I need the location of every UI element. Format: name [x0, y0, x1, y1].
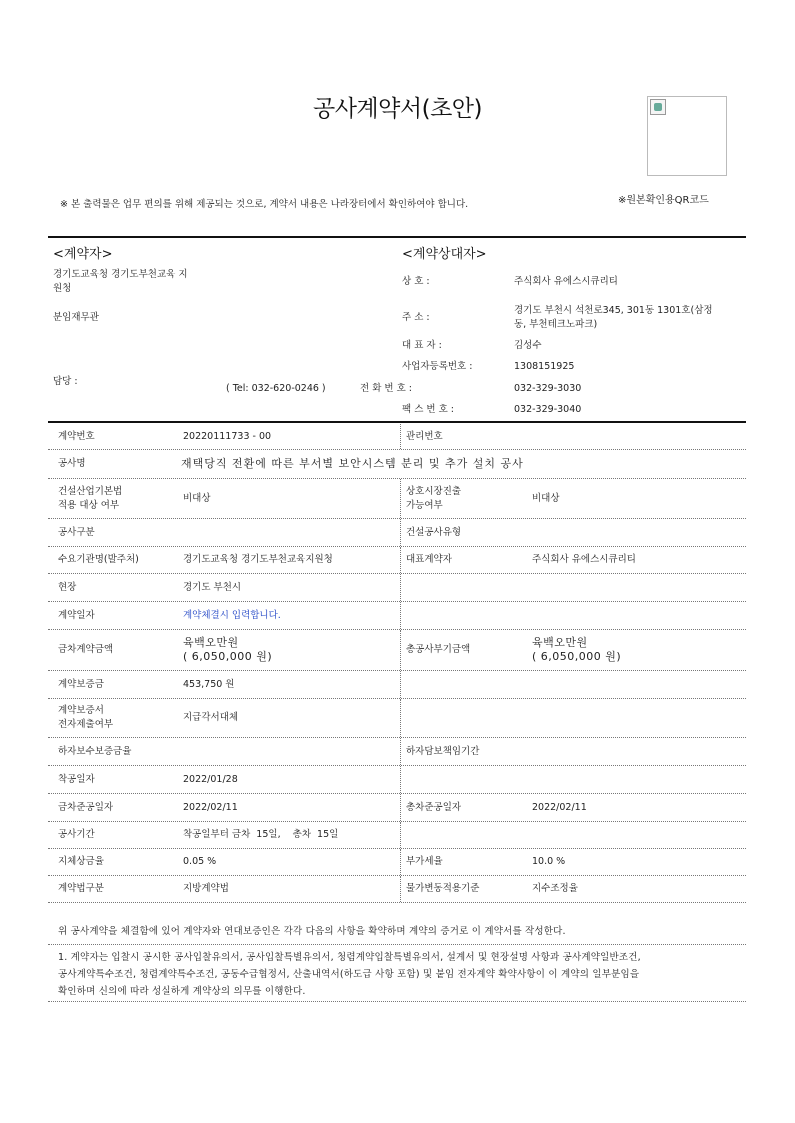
row-label: 금차계약금액	[58, 644, 114, 655]
row-value: 0.05 %	[183, 856, 217, 867]
row-label: 계약보증금	[58, 678, 104, 690]
cp-address-value: 경기도 부천시 석천로345, 301동 1301호(삼정	[514, 305, 713, 316]
row-value: 경기도 부천시	[183, 581, 242, 593]
table-row	[48, 450, 746, 479]
row-label: 계약일자	[58, 609, 95, 621]
print-notice: ※ 본 출력물은 업무 편의를 위해 제공되는 것으로, 계약서 내용은 나라장터에서 확인하여야 합니다.	[60, 199, 469, 210]
table-row	[48, 602, 746, 630]
row-value: 2022/02/11	[183, 801, 238, 813]
cp-name-label: 상 호 :	[402, 276, 430, 287]
row-label: 관리번호	[406, 430, 443, 442]
counterparty-heading: <계약상대자>	[402, 247, 487, 262]
row-label: 수요기관명(발주처)	[58, 554, 139, 565]
row-label: 총공사부기금액	[406, 644, 471, 655]
row-label-cont: 전자제출여부	[58, 719, 114, 730]
row-label: 계약보증서	[58, 705, 104, 716]
contractor-dept: 분임재무관	[53, 312, 99, 323]
row-value: 주식회사 유에스시큐리티	[532, 554, 636, 565]
row-label: 총차준공일자	[406, 801, 462, 813]
contract-amount-number: ( 6,050,000 원)	[183, 650, 273, 663]
cp-address-label: 주 소 :	[402, 312, 430, 323]
qr-code-label: ※원본확인용QR코드	[618, 195, 709, 206]
row-label: 금차준공일자	[58, 801, 114, 813]
document-title: 공사계약서(초안)	[313, 96, 482, 122]
row-value: 20220111733 - 00	[183, 430, 272, 442]
row-label: 건설공사유형	[406, 526, 462, 538]
row-label-cont: 적용 대상 여부	[58, 499, 120, 511]
cp-ceo-label: 대 표 자 :	[402, 340, 442, 351]
cp-fax-value: 032-329-3040	[514, 404, 582, 415]
table-row	[48, 574, 746, 602]
row-label: 착공일자	[58, 773, 95, 785]
row-label: 상호시장진출	[406, 485, 462, 497]
contract-amount-words: 육백오만원	[183, 636, 239, 649]
contractor-tel: ( Tel: 032-620-0246 )	[226, 383, 326, 394]
row-value: 10.0 %	[532, 856, 566, 867]
table-row	[48, 699, 746, 738]
top-divider	[48, 236, 746, 238]
contractor-manager-label: 담당 :	[53, 376, 78, 387]
row-label-cont: 가능여부	[406, 499, 443, 511]
construction-name: 재택당직 전환에 따른 부서별 보안시스템 분리 및 추가 설치 공사	[181, 457, 524, 470]
row-label: 부가세율	[406, 856, 443, 867]
cp-fax-label: 팩 스 번 호 :	[402, 404, 454, 415]
row-value: 2022/01/28	[183, 773, 238, 785]
cp-ceo-value: 김성수	[514, 340, 542, 351]
cp-bizno-value: 1308151925	[514, 361, 575, 372]
row-label: 계약번호	[58, 430, 95, 442]
terms-line: 확인하며 신의에 따라 성실하게 계약상의 의무를 이행한다.	[58, 986, 306, 997]
row-label: 공사구분	[58, 526, 95, 538]
contractor-org: 경기도교육청 경기도부천교육 지	[53, 269, 188, 280]
table-row	[48, 766, 746, 794]
row-label: 공사기간	[58, 829, 95, 840]
cp-phone-label: 전 화 번 호 :	[360, 383, 412, 394]
broken-image-icon	[650, 99, 666, 115]
row-label: 하자보수보증금율	[58, 745, 132, 757]
row-value: 착공일부터 금차 15일, 총차 15일	[183, 829, 339, 840]
row-value: 지수조정율	[532, 883, 578, 894]
row-value: 지방계약법	[183, 883, 229, 894]
row-value: 비대상	[532, 492, 560, 504]
table-row	[48, 794, 746, 822]
row-label: 지체상금율	[58, 856, 104, 867]
row-value: 2022/02/11	[532, 801, 587, 813]
row-value: 지급각서대체	[183, 712, 239, 723]
cp-phone-value: 032-329-3030	[514, 383, 582, 394]
row-value: 453,750 원	[183, 678, 235, 690]
row-label: 물가변동적용기준	[406, 883, 480, 894]
party-divider	[48, 421, 746, 423]
row-label: 현장	[58, 581, 77, 593]
agreement-statement: 위 공사계약을 체결함에 있어 계약자와 연대보증인은 각각 다음의 사항을 확약하며 계약의 증거로 이 계약서를 작성한다.	[58, 926, 566, 937]
row-label: 건설산업기본법	[58, 485, 123, 497]
row-label: 공사명	[58, 458, 86, 469]
table-row	[48, 671, 746, 699]
terms-line: 공사계약특수조건, 청렴계약특수조건, 공동수급협정서, 산출내역서(하도급 사항 포함) 및 붙임 전자계약 확약사항이 이 계약의 일부분임을	[58, 969, 640, 980]
cp-bizno-label: 사업자등록번호 :	[402, 361, 473, 372]
terms-line: 1. 계약자는 입찰시 공시한 공사입찰유의서, 공사입찰특별유의서, 청렴계약입찰특별유의서, 설계서 및 현장설명 사항과 공사계약일반조건,	[58, 952, 641, 963]
table-row	[48, 630, 746, 671]
table-row	[48, 479, 746, 519]
table-row	[48, 424, 746, 450]
cp-name-value: 주식회사 유에스시큐리티	[514, 276, 618, 287]
row-value: 경기도교육청 경기도부천교육지원청	[183, 554, 333, 565]
total-amount-number: ( 6,050,000 원)	[532, 650, 622, 663]
cp-address-value-cont: 동, 부천테크노파크)	[514, 319, 598, 330]
table-row	[48, 849, 746, 876]
contractor-org-cont: 원청	[53, 283, 72, 294]
contractor-heading: <계약자>	[53, 247, 113, 262]
table-row	[48, 822, 746, 849]
row-label: 계약법구분	[58, 883, 104, 894]
table-row	[48, 519, 746, 547]
row-label: 대표계약자	[406, 554, 452, 565]
row-value: 비대상	[183, 492, 211, 504]
table-row	[48, 547, 746, 574]
qr-code-image	[647, 96, 727, 176]
agreement-terms	[58, 949, 748, 1000]
table-row	[48, 876, 746, 903]
table-row	[48, 738, 746, 766]
row-label: 하자담보책임기간	[406, 745, 480, 757]
contract-date-note: 계약체결시 입력합니다.	[183, 609, 281, 621]
total-amount-words: 육백오만원	[532, 636, 588, 649]
